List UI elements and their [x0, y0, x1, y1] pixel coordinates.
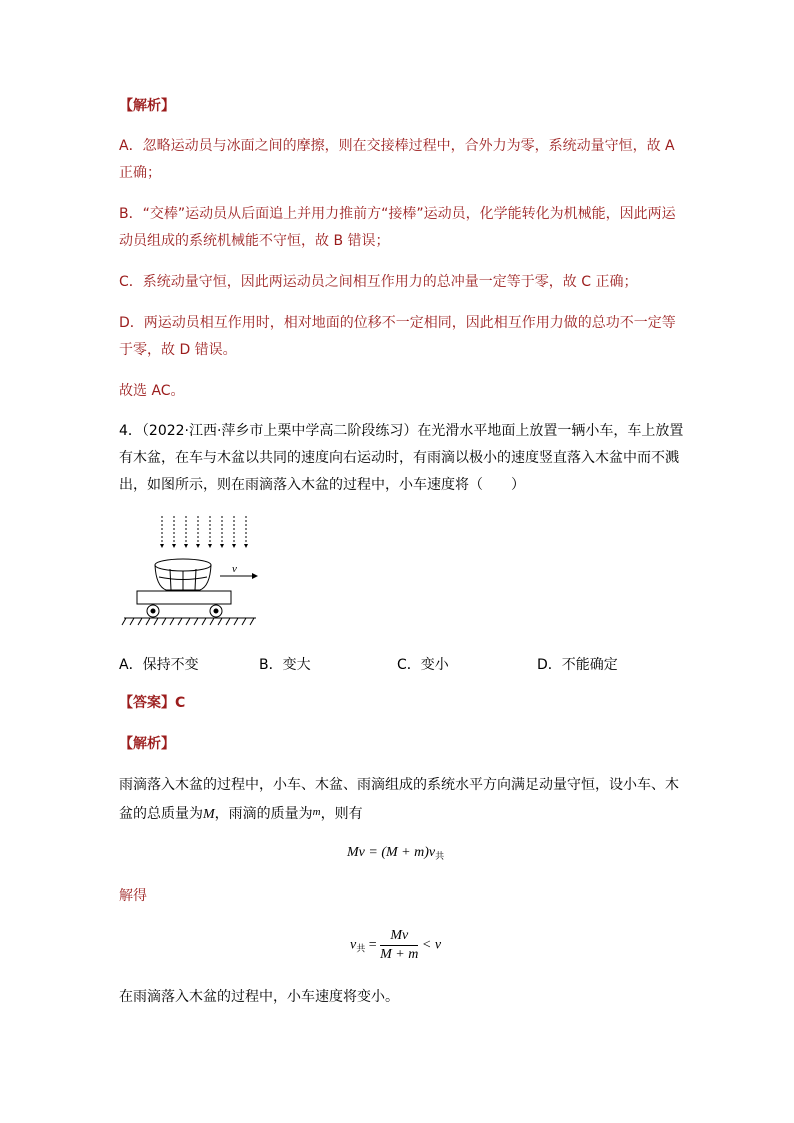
analysis-line-d1: D．两运动员相互作用时，相对地面的位移不一定相同，因此相互作用力做的总功不一定等	[119, 315, 676, 331]
solution-line2: 盆的总质量为M，雨滴的质量为$^m$，则有	[119, 806, 363, 822]
option-c: C．变小	[397, 657, 449, 673]
analysis-line-c1: C．系统动量守恒，因此两运动员之间相互作用力的总冲量一定等于零，故 C 正确；	[119, 274, 638, 290]
basin-icon	[155, 559, 211, 590]
equation-result: $v_共$ = $\frac{Mv}{M + m}$ < v	[350, 928, 442, 962]
question-4-line2: 有木盆，在车与木盆以共同的速度向右运动时，有雨滴以极小的速度竖直落入木盆中而不溅	[119, 450, 679, 466]
cart-icon	[137, 591, 231, 617]
analysis-line-a1: A．忽略运动员与冰面之间的摩擦，则在交接棒过程中，合外力为零，系统动量守恒，故 A	[119, 138, 675, 154]
option-b: B．变大	[259, 657, 311, 673]
analysis-conclusion: 故选 AC。	[119, 383, 185, 399]
velocity-arrow-icon	[220, 563, 258, 579]
analysis-line-b2: 动员组成的系统机械能不守恒，故 B 错误；	[119, 233, 390, 249]
analysis-line-a2: 正确；	[119, 165, 161, 181]
option-d: D．不能确定	[537, 657, 618, 673]
cart-basin-figure	[120, 512, 260, 632]
analysis-line-b1: B．“交棒”运动员从后面追上并用力推前方“接棒”运动员，化学能转化为机械能，因此两运	[119, 206, 676, 222]
analysis-header: 【解析】	[119, 98, 175, 114]
solution-analysis-header: 【解析】	[119, 736, 175, 752]
solution-line1: 雨滴落入木盆的过程中，小车、木盆、雨滴组成的系统水平方向满足动量守恒，设小车、木	[119, 777, 679, 793]
ground-icon	[122, 618, 256, 625]
analysis-line-d2: 于零，故 D 错误。	[119, 342, 237, 358]
raindrops-icon	[162, 516, 246, 544]
question-4-line3: 出，如图所示，则在雨滴落入木盆的过程中，小车速度将（ ）	[119, 477, 525, 493]
option-a: A．保持不变	[119, 657, 199, 673]
equation-momentum: $Mv = (M + m)v_共$	[347, 845, 445, 861]
question-4-line1: 4．（2022·江西·萍乡市上栗中学高二阶段练习）在光滑水平地面上放置一辆小车，车上放置	[119, 423, 684, 439]
solve-label: 解得	[119, 888, 147, 904]
solution-final: 在雨滴落入木盆的过程中，小车速度将变小。	[119, 989, 399, 1005]
answer-label: 【答案】C	[119, 695, 186, 711]
velocity-label: v	[232, 563, 237, 575]
